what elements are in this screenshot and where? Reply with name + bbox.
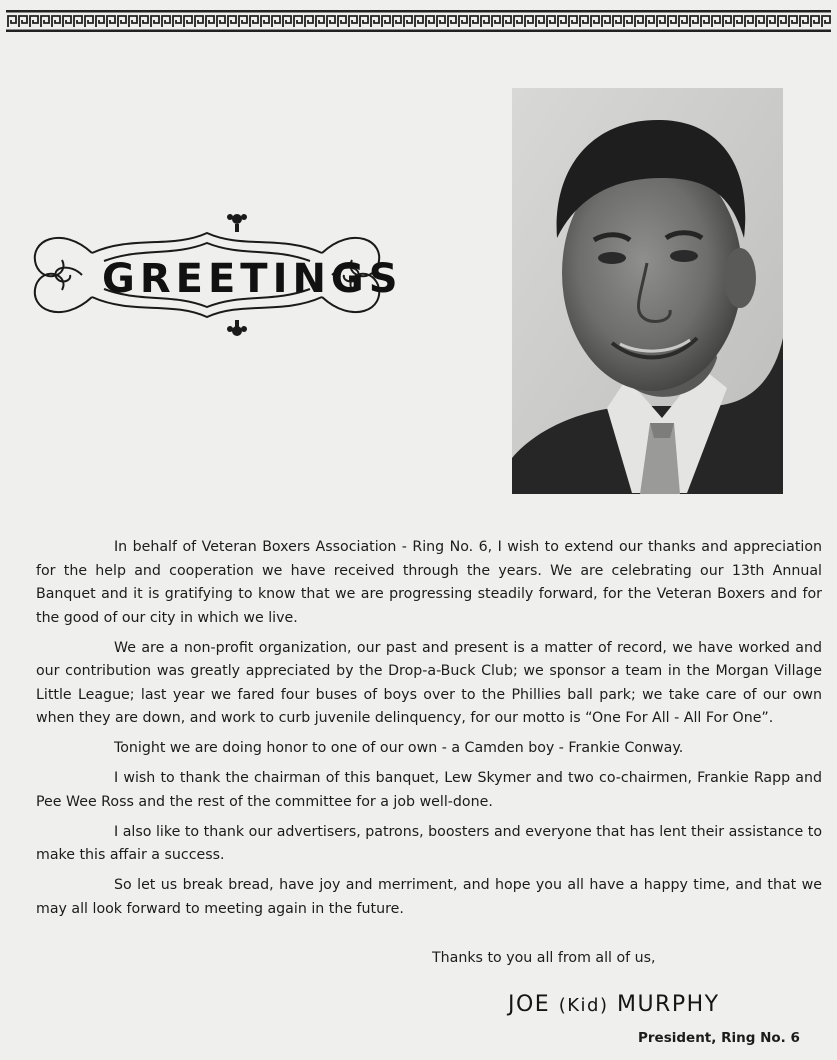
letter-paragraph: We are a non-profit organization, our past and present is a matter of record, we have worked and our contribution was greatly appreciated by the Drop-a-Buck Club; we sponsor a team in the Morgan Village Little League; last year we fared four buses of boys over to the Phillies ball park; we take care of our own when they are down, and work to curb juvenile delinquency, for our motto is “One For All - All For One”.	[36, 639, 822, 727]
signature-last: MURPHY	[608, 992, 720, 1017]
greetings-title: GREETINGS	[102, 256, 403, 302]
letter-paragraph: I also like to thank our advertisers, patrons, boosters and everyone that has lent their assistance to make this affair a success.	[36, 823, 822, 864]
closing-line: Thanks to you all from all of us,	[432, 950, 656, 966]
signature-title: President, Ring No. 6	[638, 1030, 800, 1046]
letter-paragraph: Tonight we are doing honor to one of our own - a Camden boy - Frankie Conway.	[114, 740, 684, 757]
letter-paragraph: So let us break bread, have joy and merriment, and hope you all have a happy time, and that we may all look forward to meeting again in the future.	[36, 877, 822, 917]
letter-paragraph: In behalf of Veteran Boxers Association - Ring No. 6, I wish to extend our thanks and appreciation for the help and cooperation we have received through the years. We are celebrating our 13th Annual Banquet and it is gratifying to know that we are progressing steadily forward, for the Veteran Boxers and for the good of our city in which we live.	[36, 539, 822, 626]
signature-nickname: (Kid)	[558, 995, 609, 1016]
letter-body	[36, 536, 822, 928]
letter-paragraph: I wish to thank the chairman of this banquet, Lew Skymer and two co-chairmen, Frankie Rapp and Pee Wee Ross and the rest of the committee for a job well-done.	[36, 770, 822, 810]
portrait-photo	[512, 88, 783, 494]
signature	[508, 992, 720, 1017]
signature-first: JOE	[508, 992, 559, 1017]
greek-key-border	[6, 10, 831, 32]
